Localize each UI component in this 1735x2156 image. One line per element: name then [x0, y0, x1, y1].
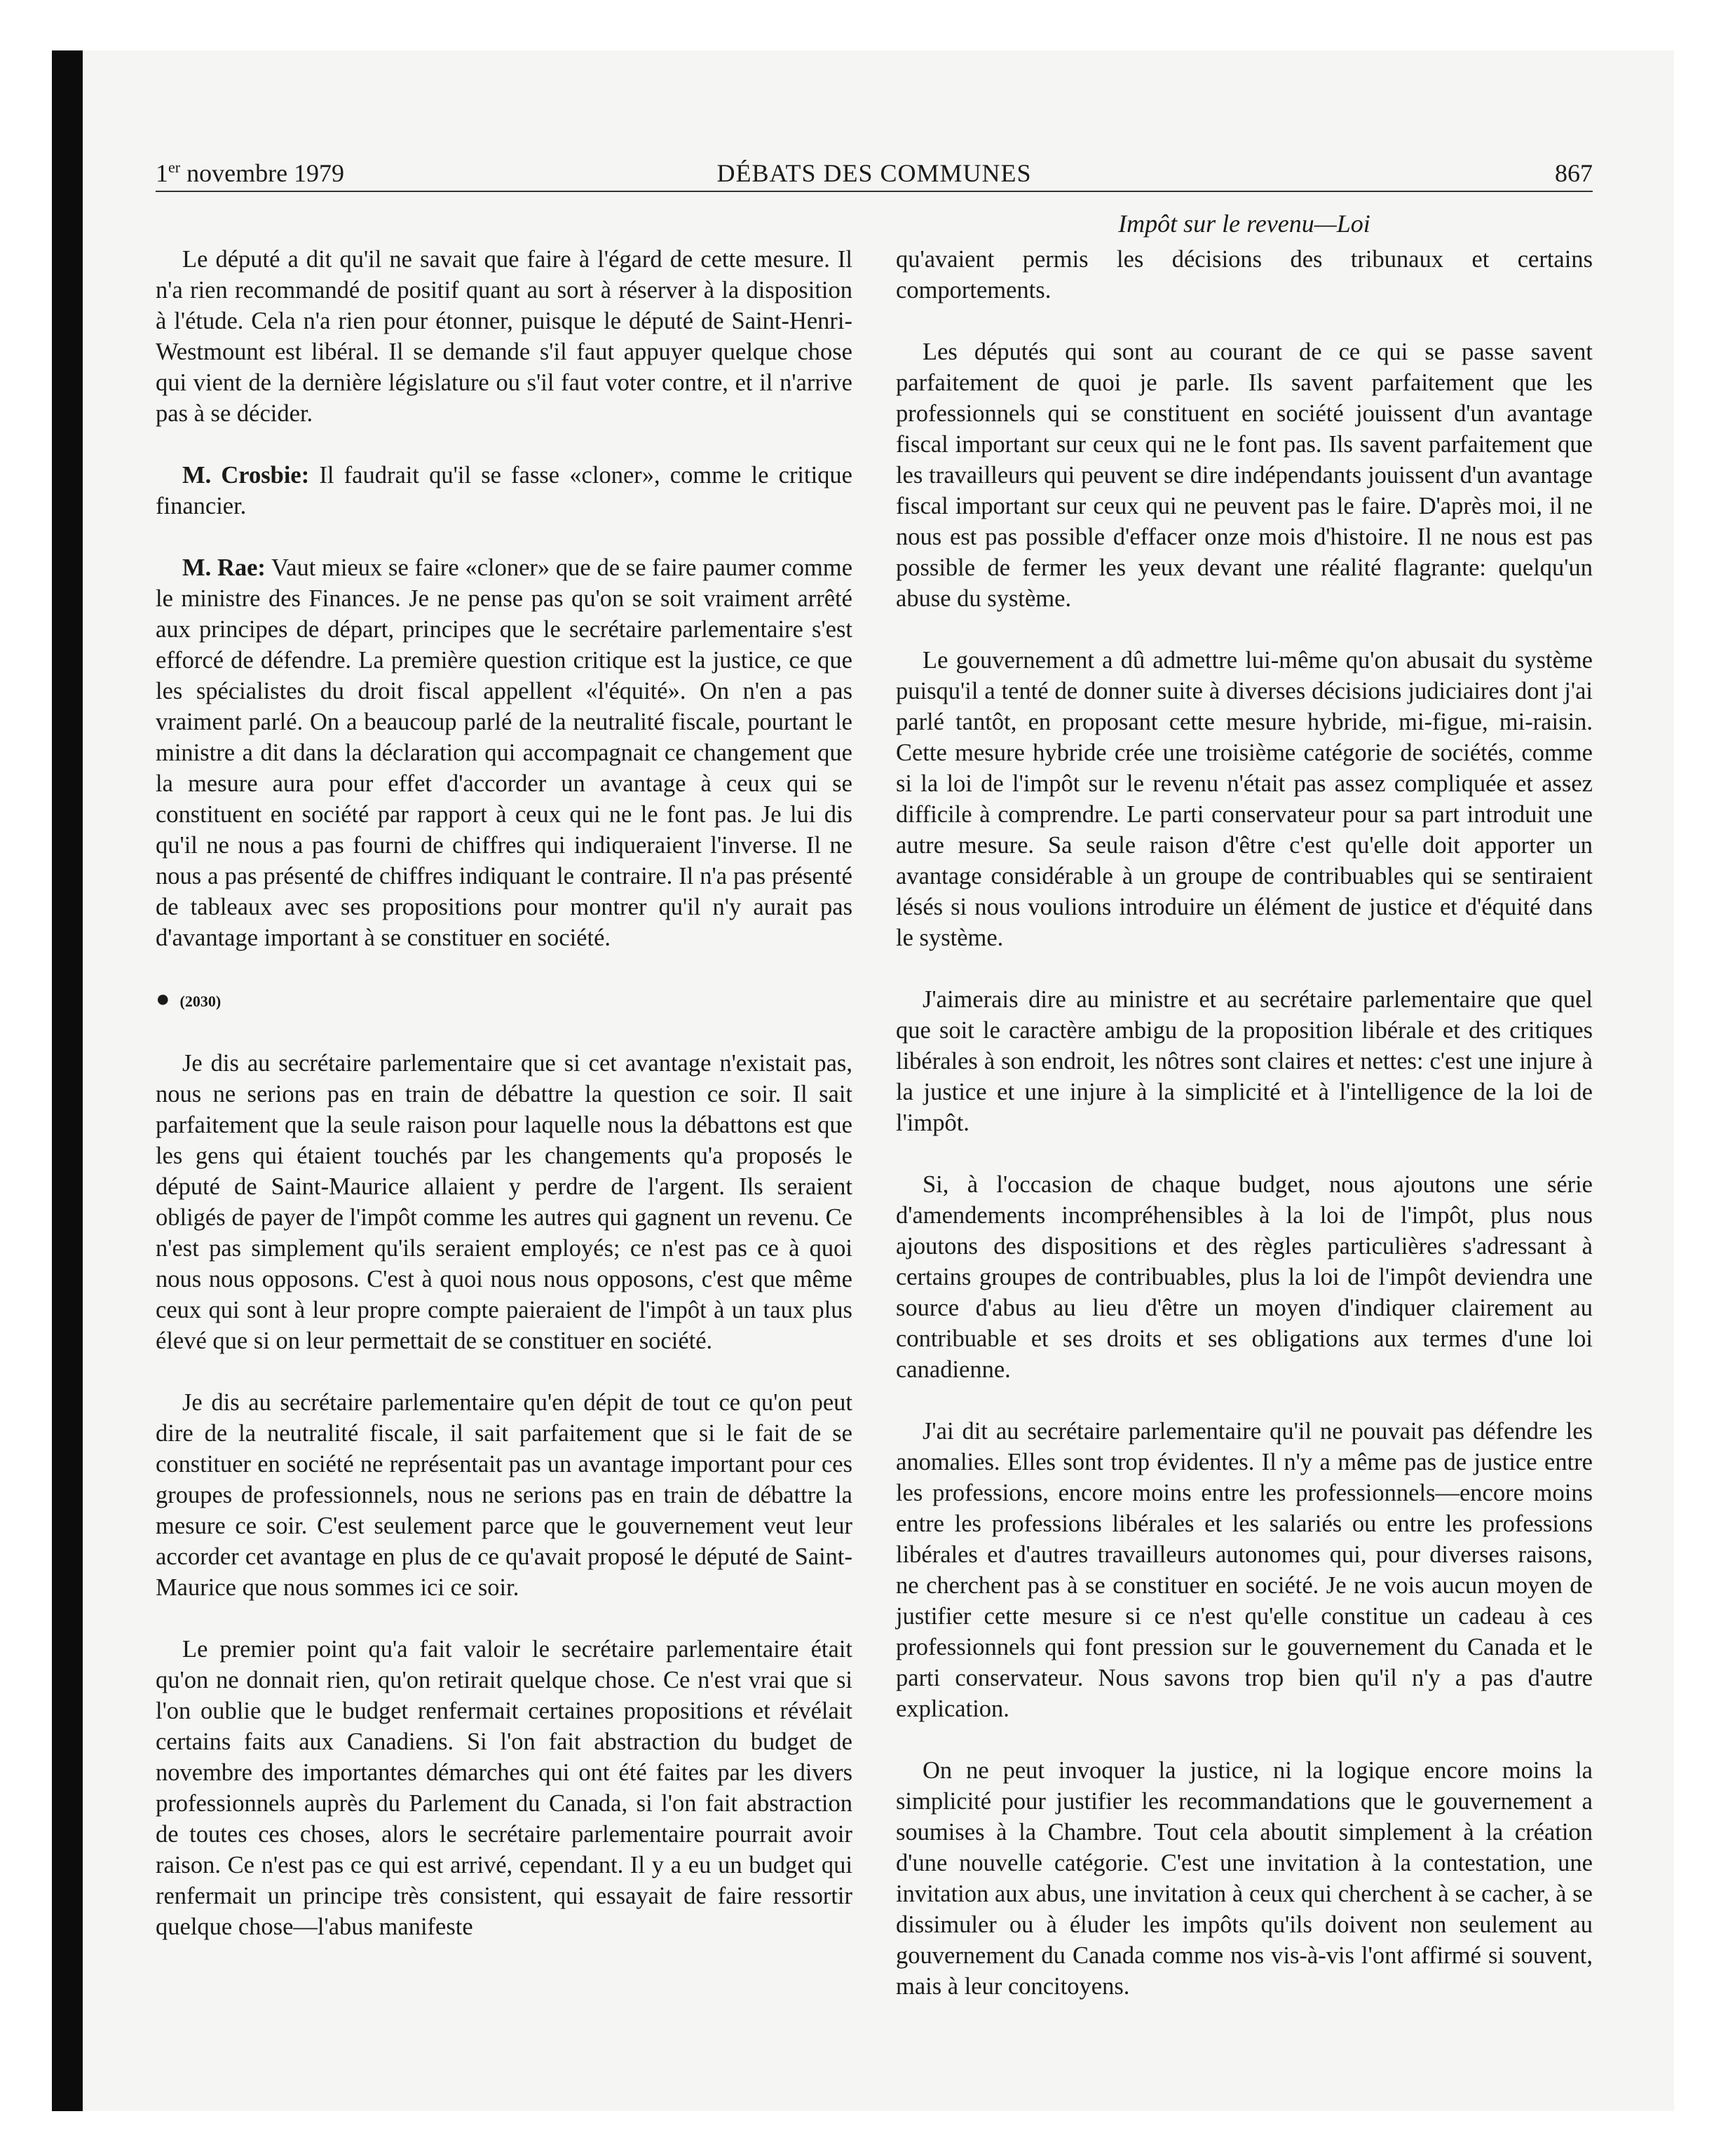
paragraph: J'aimerais dire au ministre et au secrétaire parlementaire que quel que soit le caractère ambigu de la proposition libérale et des critiques libérales à son endroit, les nôtres sont claires et nettes: c'est une injure à la justice et une injure à la simplicité et à l'intelligence de la loi de l'impôt.: [896, 986, 1593, 1136]
paragraph: Je dis au secrétaire parlementaire qu'en dépit de tout ce qu'on peut dire de la neutralité fiscale, il sait parfaitement que si le fait de se constituer en société ne représentait pas un avantage important pour ces groupes de professionnels, nous ne serions pas en train de débattre la mesure ce soir. C'est seulement parce que le gouvernement veut leur accorder cet avantage en plus de ce qu'avait proposé le député de Saint-Maurice que nous sommes ici ce soir.: [156, 1389, 852, 1601]
bullet-icon: ●: [156, 986, 170, 1012]
paragraph: Le premier point qu'a fait valoir le secrétaire parlementaire était qu'on ne donnait rien, qu'on retirait quelque chose. Ce n'est vrai que si l'on oublie que le budget renfermait certaines propositions et révélait certains faits aux Canadiens. Si l'on fait abstraction du budget de novembre des importantes démarches qui ont été faites par les divers professionnels auprès du Parlement du Canada, si l'on fait abstraction de toutes ces choses, alors le secrétaire parlementaire pourrait avoir raison. Ce n'est pas ce qui est arrivé, cependant. Il y a eu un budget qui renfermait un principe très consistent, qui essayait de faire ressortir quelque chose—l'abus manifeste: [156, 1636, 852, 1940]
left-column: [156, 244, 852, 1973]
paragraph: Je dis au secrétaire parlementaire que si cet avantage n'existait pas, nous ne serions pas en train de débattre la question ce soir. Il sait parfaitement que la seule raison pour laquelle nous la débattons est que les gens qui étaient touchés par les changements qu'a proposés le député de Saint-Maurice allaient y perdre de l'argent. Ils seraient obligés de payer de l'impôt comme les autres qui gagnent un revenu. Ce n'est pas simplement qu'ils seraient employés; ce n'est pas ce à quoi nous nous opposons. C'est à quoi nous nous opposons, c'est que même ceux qui sont à leur propre compte paieraient de l'impôt à un taux plus élevé que si on leur permettait de se constituer en société.: [156, 1050, 852, 1354]
paragraph: Les députés qui sont au courant de ce qui se passe savent parfaitement de quoi je parle. Ils savent parfaitement que les professionnels qui se constituent en société jouissent d'un avantage fiscal important sur ceux qui ne le font pas. Ils savent parfaitement que les travailleurs qui peuvent se dire indépendants jouissent d'un avantage fiscal important sur ceux qui ne peuvent pas le faire. D'après moi, il ne nous est pas possible d'effacer onze mois d'histoire. Il ne nous est pas possible de fermer les yeux devant une réalité flagrante: quelqu'un abuse du système.: [896, 339, 1593, 612]
time-marker: [156, 984, 852, 1017]
header-journal-title: DÉBATS DES COMMUNES: [716, 159, 1032, 187]
paragraph: [156, 552, 852, 953]
right-column: [896, 244, 1593, 2033]
paragraph: Le député a dit qu'il ne savait que faire à l'égard de cette mesure. Il n'a rien recommandé de positif quant au sort à réserver à la disposition à l'étude. Cela n'a rien pour étonner, puisque le député de Saint-Henri-Westmount est libéral. Il se demande s'il faut appuyer quelque chose qui vient de la dernière législature ou s'il faut voter contre, et il n'arrive pas à se décider.: [156, 246, 852, 427]
header-date: 1er novembre 1979: [156, 158, 345, 187]
header-page-number: 867: [1555, 159, 1593, 187]
paragraph: Si, à l'occasion de chaque budget, nous ajoutons une série d'amendements incompréhensibles à la loi de l'impôt, plus nous ajoutons des dispositions et des règles particulières s'adressant à certains groupes de contribuables, plus la loi de l'impôt deviendra une source d'abus au lieu d'être un moyen d'indiquer clairement au contribuable et ses droits et ses obligations aux termes d'une loi canadienne.: [896, 1171, 1593, 1383]
header-rule: [156, 191, 1593, 192]
running-title: Impôt sur le revenu—Loi: [1118, 210, 1370, 238]
speaker-name: M. Rae:: [182, 554, 266, 581]
paragraph: Le gouvernement a dû admettre lui-même qu'on abusait du système puisqu'il a tenté de donner suite à diverses décisions judiciaires dont j'ai parlé tantôt, en proposant cette mesure hybride, mi-figue, mi-raisin. Cette mesure hybride crée une troisième catégorie de sociétés, comme si la loi de l'impôt sur le revenu n'était pas assez compliquée et assez difficile à comprendre. Le parti conservateur pour sa part introduit une autre mesure. Sa seule raison d'être c'est qu'elle doit apporter un avantage considérable à un groupe de contribuables qui se sentiraient lésés si nous voulions introduire un élément de justice et d'équité dans le système.: [896, 647, 1593, 951]
speech-text: Il faudrait qu'il se fasse «cloner», comme le critique financier.: [156, 462, 852, 519]
time-stamp: (2030): [179, 992, 222, 1010]
speaker-name: M. Crosbie:: [182, 462, 310, 489]
page-header: [156, 156, 1593, 191]
paragraph: J'ai dit au secrétaire parlementaire qu'il ne pouvait pas défendre les anomalies. Elles sont trop évidentes. Il n'y a même pas de justice entre les professions, encore moins entre les professionnels—encore moins entre les professions libérales et les salariés ou entre les professions libérales et d'autres travailleurs autonomes qui, pour diverses raisons, ne cherchent pas à se constituer en société. Je ne vois aucun moyen de justifier cette mesure si ce n'est qu'elle constitue un cadeau à ces professionnels qui font pression sur le gouvernement du Canada et le parti conservateur. Nous savons trop bien qu'il n'y a pas d'autre explication.: [896, 1418, 1593, 1722]
speech-text: Vaut mieux se faire «cloner» que de se faire paumer comme le ministre des Finances. Je ne pense pas qu'on se soit vraiment arrêté aux principes de départ, principes que le secrétaire parlementaire s'est efforcé de défendre. La première question critique est la justice, ce que les spécialistes du droit fiscal appellent «l'équité». On n'en a pas vraiment parlé. On a beaucoup parlé de la neutralité fiscale, pourtant le ministre a dit dans la déclaration qui accompagnait ce changement que la mesure aura pour effet d'accorder un avantage à ceux qui se constituent en société par rapport à ceux qui ne le font pas. Je lui dis qu'il ne nous a pas fourni de chiffres qui indiqueraient l'inverse. Il ne nous a pas présenté de chiffres indiquant le contraire. Il n'a pas présenté de tableaux avec ses propositions pour montrer qu'il n'y aurait pas d'avantage important à se constituer en société.: [156, 554, 853, 951]
paragraph: On ne peut invoquer la justice, ni la logique encore moins la simplicité pour justifier les recommandations que le gouvernement a soumises à la Chambre. Tout cela aboutit simplement à la création d'une nouvelle catégorie. C'est une invitation à la contestation, une invitation aux abus, une invitation à ceux qui cherchent à se cacher, à se dissimuler ou à éluder les impôts qu'ils doivent non seulement au gouvernement du Canada comme nos vis-à-vis l'ont affirmé si souvent, mais à leur concitoyens.: [896, 1757, 1593, 2000]
paragraph: [156, 460, 852, 521]
scan-border: [52, 50, 83, 2111]
paragraph: qu'avaient permis les décisions des tribunaux et certains comportements.: [896, 246, 1593, 303]
